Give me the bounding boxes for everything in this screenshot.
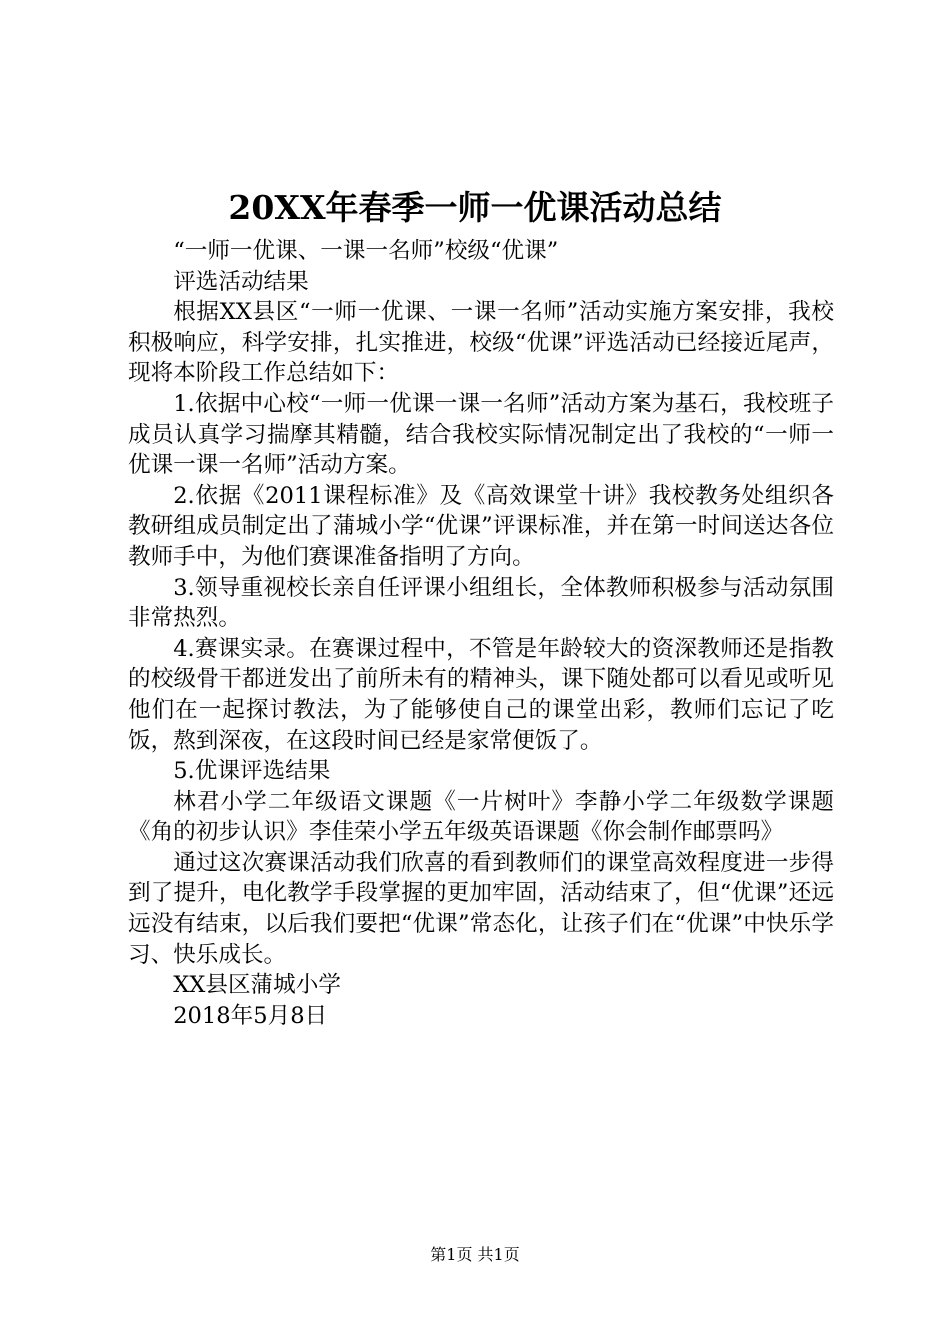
item-4-paragraph: 4.赛课实录。在赛课过程中，不管是年龄较大的资深教师还是指教的校级骨干都迸发出了前所未有的精神头，课下随处都可以看见或听见他们在一起探讨教法，为了能够使自己的课堂出彩，教师们忘记了吃饭，熬到深夜，在这段时间已经是家常便饭了。: [128, 635, 834, 754]
item-2-paragraph: 2.依据《2011课程标准》及《高效课堂十讲》我校教务处组织各教研组成员制定出了蒲城小学“优课”评课标准，并在第一时间送达各位教师手中，为他们赛课准备指明了方向。: [128, 482, 834, 570]
item-5-heading: 5.优课评选结果: [173, 758, 331, 785]
page-footer: 第1页 共1页: [430, 1245, 520, 1264]
subtitle-line-2: 评选活动结果: [173, 268, 309, 295]
signature-school: XX县区蒲城小学: [173, 972, 341, 999]
document-body: [128, 236, 834, 1031]
results-paragraph: 林君小学二年级语文课题《一片树叶》李静小学二年级数学课题《角的初步认识》李佳荣小学五年级英语课题《你会制作邮票吗》: [128, 788, 834, 846]
document-title: 20XX年春季一师一优课活动总结: [228, 188, 722, 227]
intro-paragraph: 根据XX县区“一师一优课、一课一名师”活动实施方案安排，我校积极响应，科学安排，扎实推进，校级“优课”评选活动已经接近尾声，现将本阶段工作总结如下：: [128, 299, 834, 387]
item-1-paragraph: 1.依据中心校“一师一优课一课一名师”活动方案为基石，我校班子成员认真学习揣摩其精髓，结合我校实际情况制定出了我校的“一师一优课一课一名师”活动方案。: [128, 390, 834, 479]
conclusion-paragraph: 通过这次赛课活动我们欣喜的看到教师们的课堂高效程度进一步得到了提升，电化教学手段掌握的更加牢固，活动结束了，但“优课”还远远没有结束，以后我们要把“优课”常态化，让孩子们在“优课”中快乐学习、快乐成长。: [128, 849, 834, 968]
signature-date: 2018年5月8日: [173, 1002, 328, 1029]
item-3-paragraph: 3.领导重视校长亲自任评课小组组长，全体教师积极参与活动氛围非常热烈。: [128, 574, 834, 632]
subtitle-line-1: “一师一优课、一课一名师”校级“优课”: [173, 238, 559, 264]
